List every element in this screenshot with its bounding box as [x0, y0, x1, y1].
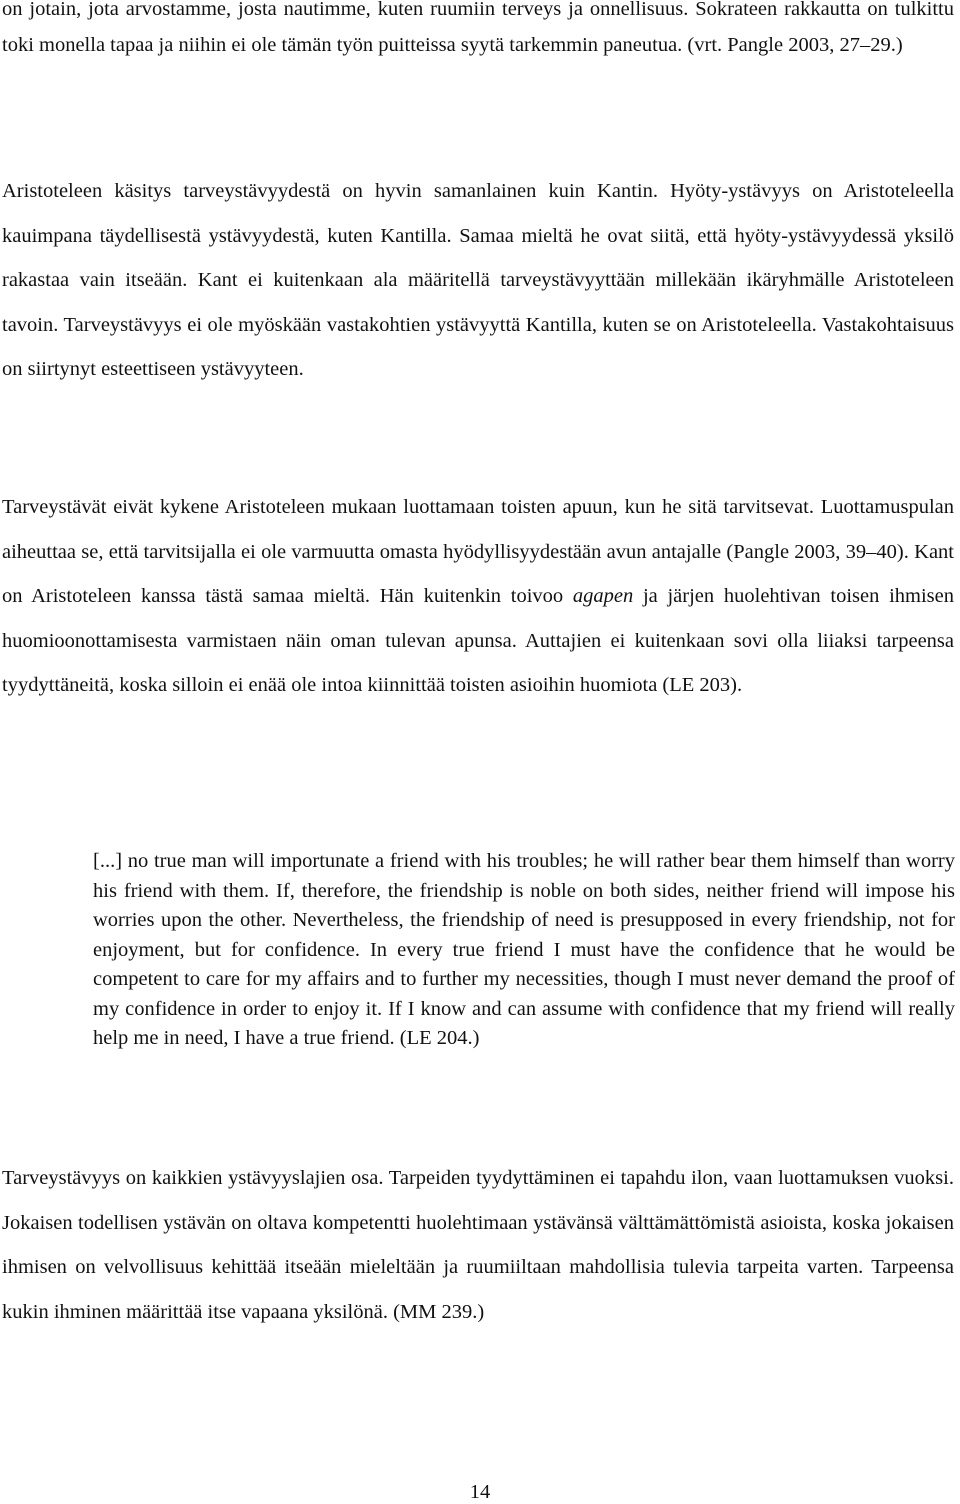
paragraph-trust-text-start: Tarveystävät eivät kykene Aristoteleen mukaan luottamaan toisten apuun, kun he sitä tarvitsevat. Luottamuspulan aiheuttaa se, että tarvitsijalla ei ole varmuutta omasta hyödyllisyydestään avun antajalle (Pangle 2003, 39–40). Kant on Aristoteleen kanssa tästä samaa mieltä. Hän kuitenkin toivoo: [2, 496, 954, 608]
paragraph-socrates: on jotain, jota arvostamme, josta nautimme, kuten ruumiin terveys ja onnellisuus. Sokrateen rakkautta on tulkittu toki monella tapaa ja niihin ei ole tämän työn puitteissa syytä tarkemmin paneutua. (vrt. Pangle 2003, 27–29.): [2, 0, 954, 57]
page-number: 14: [469, 1481, 491, 1503]
paragraph-aristotle-kant-comparison: Aristoteleen käsitys tarveystävyydestä on hyvin samanlainen kuin Kantin. Hyöty-ystävyys on Aristoteleella kauimpana täydellisestä ystävyydestä, kuten Kantilla. Samaa mieltä he ovat siitä, että hyöty-ystävyydessä yksilö rakastaa vain itseään. Kant ei kuitenkaan ala määritellä tarveystävyyttään millekään ikäryhmälle Aristoteleen tavoin. Tarveystävyys ei ole myöskään vastakohtien ystävyyttä Kantilla, kuten se on Aristoteleella. Vastakohtaisuus on siirtynyt esteettiseen ystävyyteen.: [2, 180, 954, 381]
paragraph-need-friendship: Tarveystävyys on kaikkien ystävyyslajien osa. Tarpeiden tyydyttäminen ei tapahdu ilon, vaan luottamuksen vuoksi. Jokaisen todellisen ystävän on oltava kompetentti huolehtimaan ystävänsä välttämättömistä asioista, koska jokaisen ihmisen on velvollisuus kehittää itseään mieleltään ja ruumiiltaan mahdollisia tulevia tarpeita varten. Tarpeensa kukin ihminen määrittää itse vapaana yksilönä. (MM 239.): [2, 1167, 954, 1323]
paragraph-trust: [2, 485, 954, 708]
agape-term: agapen: [572, 585, 634, 608]
paragraph-trust-text-end: ja järjen huolehtivan toisen ihmisen huomioonottamisesta varmistaen näin oman tulevan apunsa. Auttajien ei kuitenkaan sovi olla liiaksi tarpeensa tyydyttäneitä, koska silloin ei enää ole intoa kiinnittää toisten asioihin huomiota (LE 203).: [2, 585, 954, 697]
block-quote-kant: [...] no true man will importunate a friend with his troubles; he will rather bear them himself than worry his friend with them. If, therefore, the friendship is noble on both sides, neither friend will impose his worries upon the other. Nevertheless, the friendship of need is presupposed in every friendship, not for enjoyment, but for confidence. In every true friend I must have the confidence that he would be competent to care for my affairs and to further my necessities, though I must never demand the proof of my confidence in order to enjoy it. If I know and can assume with confidence that my friend will really help me in need, I have a true friend. (LE 204.): [93, 850, 955, 1049]
